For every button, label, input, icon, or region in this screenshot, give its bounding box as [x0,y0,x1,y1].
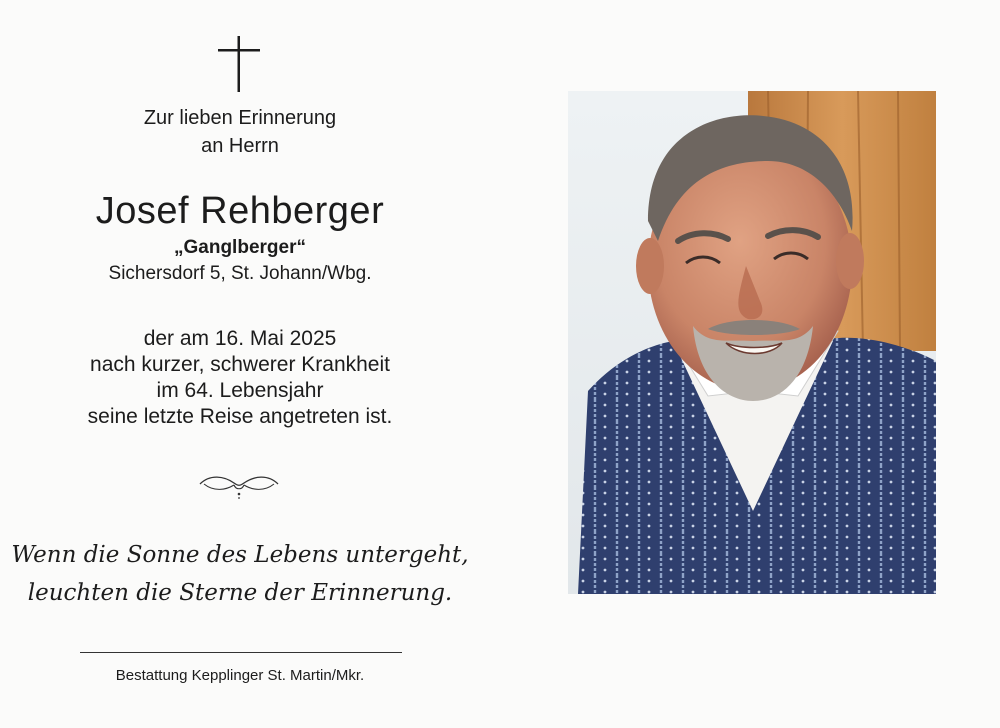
divider-line [80,652,402,653]
intro-line-2: an Herrn [201,135,279,157]
memorial-quote [10,536,470,612]
death-line: nach kurzer, schwerer Krankheit [90,353,390,376]
quote-line-1: Wenn die Sonne des Lebens untergeht, [11,542,469,568]
intro-text [40,104,440,160]
death-notice [40,326,440,430]
death-line: im 64. Lebensjahr [156,379,324,402]
funeral-home: Bestattung Kepplinger St. Martin/Mkr. [115,667,365,684]
death-line: der am 16. Mai 2025 [143,327,337,350]
deceased-name: Josef Rehberger [95,190,385,232]
portrait-photo [568,91,936,594]
cross-icon [218,36,260,92]
quote-line-2: leuchten die Sterne der Erinnerung. [27,580,453,606]
flourish-ornament-icon [196,470,282,500]
deceased-address: Sichersdorf 5, St. Johann/Wbg. [108,263,372,284]
portrait-illustration [568,91,936,594]
deceased-nickname: „Ganglberger“ [174,237,306,258]
death-line: seine letzte Reise angetreten ist. [87,405,393,428]
intro-line-1: Zur lieben Erinnerung [143,107,337,129]
